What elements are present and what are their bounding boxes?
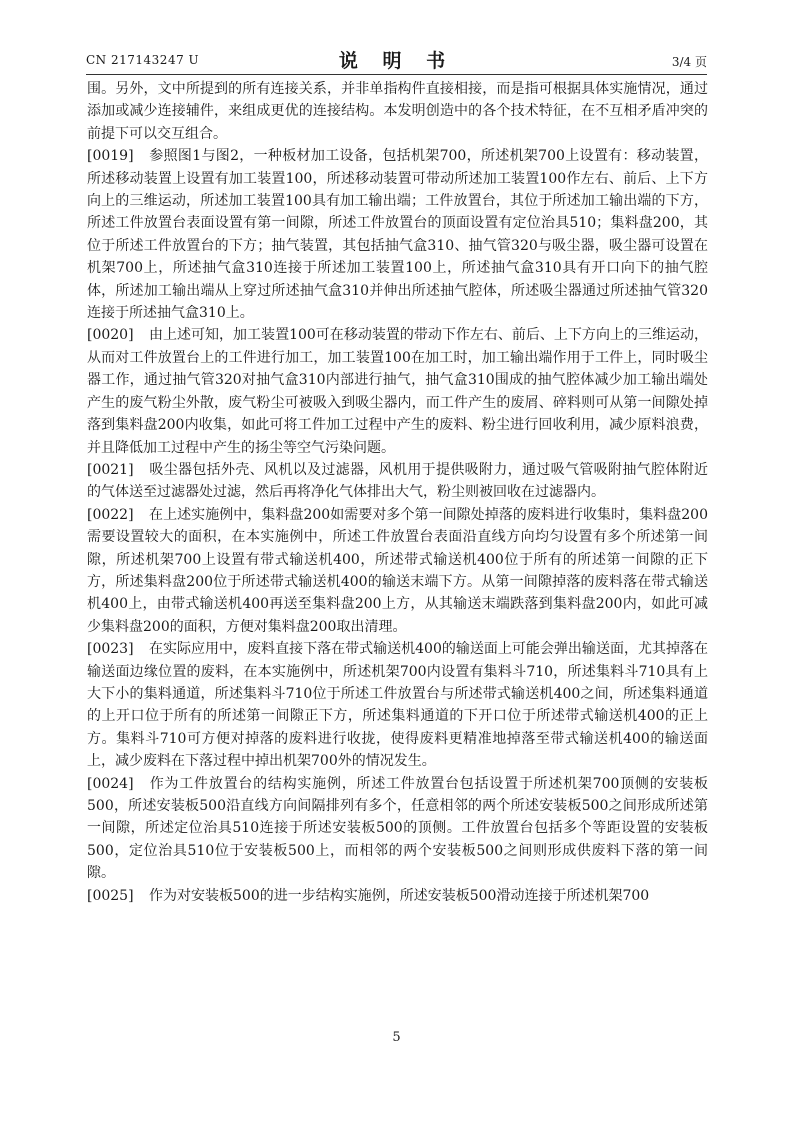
patent-number: CN 217143247 U [86, 53, 200, 67]
paragraph-text: 由上述可知，加工装置100可在移动装置的带动下作左右、前后、上下方向上的三维运动，从而对工件放置台上的工件进行加工，加工装置100在加工时，加工输出端作用于工件上，同时吸尘器工作，通过抽气管320对抽气盒310内部进行抽气，抽气盒310围成的抽气腔体减少加工输出端处产生的废气粉尘外散，废气粉尘可被吸入到吸尘器内，而工件产生的废屑、碎料则可从第一间隙处掉落到集料盘200内收集，如此可将工件加工过程中产生的废料、粉尘进行回收利用，减少原料浪费，并且降低加工过程中产生的扬尘等空气污染问题。 [87, 327, 708, 456]
paragraph [87, 324, 708, 458]
paragraph-text: 参照图1与图2，一种板材加工设备，包括机架700，所述机架700上设置有：移动装置，所述移动装置上设置有加工装置100，所述移动装置可带动所述加工装置100作左右、前后、上下方向上的三维运动，所述加工装置100具有加工输出端；工件放置台，其位于所述加工输出端的下方，所述工件放置台表面设置有第一间隙，所述工件放置台的顶面设置有定位治具510；集料盘200，其位于所述工件放置台的下方；抽气装置，其包括抽气盒310、抽气管320与吸尘器，吸尘器可设置在机架700上，所述抽气盒310连接于所述加工装置100上，所述抽气盒310具有开口向下的抽气腔体，所述加工输出端从上穿过所述抽气盒310并伸出所述抽气腔体，所述吸尘器通过所述抽气管320连接于所述抽气盒310上。 [87, 148, 708, 322]
page-number: 5 [392, 1030, 401, 1045]
paragraph-number: [0019] [87, 148, 134, 165]
paragraph-number: [0025] [87, 887, 134, 904]
paragraph [87, 504, 708, 638]
paragraph-text: 作为对安装板500的进一步结构实施例，所述安装板500滑动连接于所述机架700 [149, 887, 650, 904]
paragraph [87, 145, 708, 324]
paragraph-number: [0020] [87, 327, 134, 344]
document-body [87, 78, 708, 907]
paragraph-text: 在实际应用中，废料直接下落在带式输送机400的输送面上可能会弹出输送面，尤其掉落在输送面边缘位置的废料，在本实施例中，所述机架700内设置有集料斗710，所述集料斗710具有上大下小的集料通道，所述集料斗710位于所述工件放置台与所述带式输送机400之间，所述集料通道的上开口位于所有的所述第一间隙正下方，所述集料通道的下开口位于所述带式输送机400的正上方。集料斗710可方便对掉落的废料进行收拢，使得废料更精准地掉落至带式输送机400的输送面上，减少废料在下落过程中掉出机架700外的情况发生。 [87, 641, 708, 770]
paragraph-number: [0021] [87, 461, 134, 478]
header-rule [86, 74, 707, 75]
paragraph-number: [0024] [87, 775, 134, 792]
page-indicator: 3/4 页 [671, 55, 707, 69]
paragraph [87, 773, 708, 885]
document-title: 说 明 书 [338, 50, 455, 72]
paragraph-number: [0023] [87, 641, 134, 658]
paragraph [87, 78, 708, 145]
paragraph-text: 围。另外，文中所提到的所有连接关系，并非单指构件直接相接，而是指可根据具体实施情况，通过添加或减少连接辅件，来组成更优的连接结构。本发明创造中的各个技术特征，在不互相矛盾冲突的前提下可以交互组合。 [87, 81, 708, 142]
paragraph-text: 作为工件放置台的结构实施例，所述工件放置台包括设置于所述机架700顶侧的安装板500，所述安装板500沿直线方向间隔排列有多个，任意相邻的两个所述安装板500之间形成所述第一间隙，所述定位治具510连接于所述安装板500的顶侧。工件放置台包括多个等距设置的安装板500，定位治具510位于安装板500上，而相邻的两个安装板500之间则形成供废料下落的第一间隙。 [87, 775, 708, 882]
paragraph [87, 885, 708, 907]
paragraph-number: [0022] [87, 506, 134, 523]
paragraph [87, 638, 708, 772]
paragraph-text: 在上述实施例中，集料盘200如需要对多个第一间隙处掉落的废料进行收集时，集料盘200需要设置较大的面积，在本实施例中，所述工件放置台表面沿直线方向均匀设置有多个所述第一间隙，所述机架700上设置有带式输送机400，所述带式输送机400位于所有的所述第一间隙的正下方，所述集料盘200位于所述带式输送机400的输送末端下方。从第一间隙掉落的废料落在带式输送机400上，由带式输送机400再送至集料盘200上方，从其输送末端跌落到集料盘200内，如此可减少集料盘200的面积，方便对集料盘200取出清理。 [87, 506, 708, 635]
paragraph-text: 吸尘器包括外壳、风机以及过滤器，风机用于提供吸附力，通过吸气管吸附抽气腔体附近的气体送至过滤器处过滤，然后再将净化气体排出大气，粉尘则被回收在过滤器内。 [87, 461, 708, 501]
paragraph [87, 459, 708, 504]
page-header [86, 44, 707, 74]
